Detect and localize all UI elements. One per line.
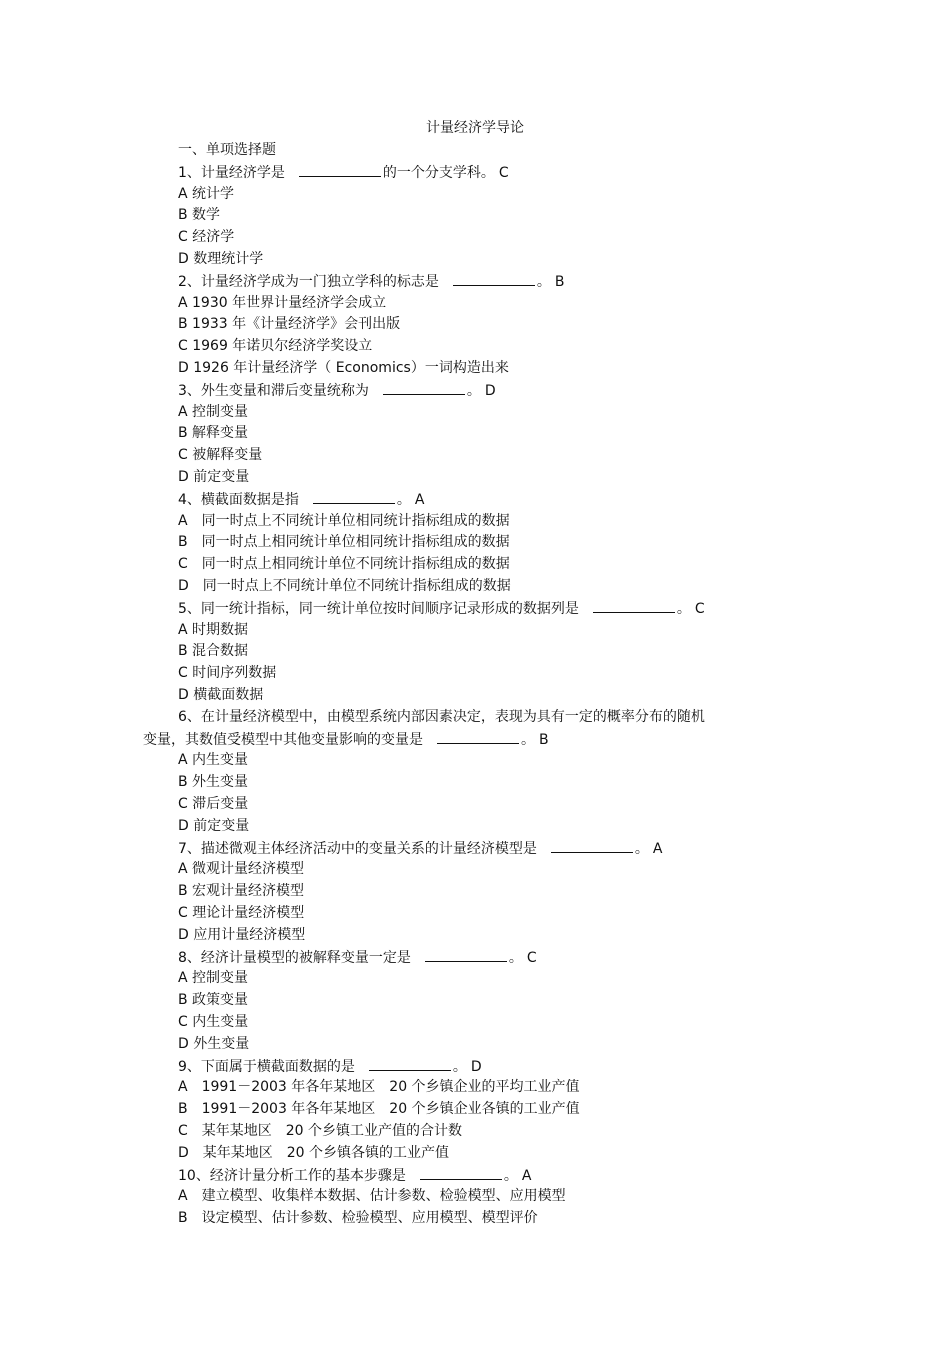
- answer-key: B: [539, 731, 549, 748]
- question-stem: [178, 162, 509, 183]
- option-item: B 1991－2003 年各年某地区 20 个乡镇企业各镇的工业产值: [178, 1101, 580, 1118]
- question-tail: 。: [634, 840, 649, 857]
- question-text: 10、经济计量分析工作的基本步骤是: [178, 1167, 406, 1184]
- option-item: A 时期数据: [178, 621, 249, 638]
- option-item: A 1930 年世界计量经济学会成立: [178, 294, 387, 311]
- question-stem: [178, 598, 705, 619]
- answer-blank: [551, 838, 633, 853]
- option-item: A 内生变量: [178, 752, 249, 769]
- answer-blank: [425, 947, 507, 962]
- answer-blank: [369, 1056, 451, 1071]
- question-tail: 。: [521, 731, 535, 748]
- option-item: A 同一时点上不同统计单位相同统计指标组成的数据: [178, 512, 510, 529]
- option-item: C 同一时点上相同统计单位不同统计指标组成的数据: [178, 556, 510, 573]
- question-stem: [178, 1165, 531, 1186]
- question-tail: 。: [466, 382, 481, 399]
- question-stem: [178, 1056, 482, 1077]
- option-item: B 同一时点上相同统计单位相同统计指标组成的数据: [178, 534, 510, 551]
- option-item: B 政策变量: [178, 992, 249, 1009]
- answer-key: C: [498, 164, 509, 181]
- option-item: D 外生变量: [178, 1035, 250, 1052]
- option-item: C 某年某地区 20 个乡镇工业产值的合计数: [178, 1123, 463, 1139]
- answer-blank: [383, 380, 465, 395]
- question-text: 6、在计量经济模型中，由模型系统内部因素决定，表现为具有一定的概率分布的随机: [178, 708, 705, 725]
- answer-key: D: [484, 382, 496, 399]
- question-tail: 。: [536, 273, 551, 290]
- option-item: D 数理统计学: [178, 251, 264, 267]
- question-text: 2、计量经济学成为一门独立学科的标志是: [178, 273, 439, 290]
- answer-blank: [453, 271, 535, 286]
- option-item: D 同一时点上不同统计单位不同统计指标组成的数据: [178, 578, 511, 594]
- option-item: D 应用计量经济模型: [178, 926, 306, 943]
- option-item: B 设定模型、估计参数、检验模型、应用模型、模型评价: [178, 1210, 538, 1227]
- option-item: B 宏观计量经济模型: [178, 883, 305, 900]
- option-item: B 外生变量: [178, 774, 249, 791]
- question-text: 9、下面属于横截面数据的是: [178, 1058, 355, 1075]
- question-stem: [178, 380, 496, 401]
- option-item: C 时间序列数据: [178, 665, 277, 682]
- question-stem-continued: [143, 729, 549, 750]
- question-tail: 的一个分支学科。: [382, 164, 495, 181]
- question-text: 8、经济计量模型的被解释变量一定是: [178, 949, 411, 966]
- option-item: A 统计学: [178, 185, 235, 202]
- answer-key: C: [526, 949, 537, 966]
- answer-key: C: [694, 600, 705, 617]
- question-text: 变量，其数值受模型中其他变量影响的变量是: [143, 731, 423, 748]
- answer-blank: [420, 1165, 502, 1180]
- question-text: 1、计量经济学是: [178, 164, 285, 181]
- question-stem: [178, 489, 425, 510]
- answer-key: A: [414, 491, 425, 508]
- option-item: C 滞后变量: [178, 796, 249, 812]
- question-text: 3、外生变量和滞后变量统称为: [178, 382, 369, 399]
- question-stem: [178, 271, 565, 292]
- answer-key: D: [470, 1058, 482, 1075]
- question-tail: 。: [396, 491, 411, 508]
- option-item: D 横截面数据: [178, 687, 264, 703]
- question-tail: 。: [676, 600, 691, 617]
- answer-blank: [437, 729, 519, 744]
- option-item: B 解释变量: [178, 425, 249, 442]
- answer-key: A: [521, 1167, 532, 1184]
- option-item: C 经济学: [178, 229, 235, 246]
- answer-blank: [299, 162, 381, 177]
- option-item: D 某年某地区 20 个乡镇各镇的工业产值: [178, 1144, 450, 1161]
- option-item: A 建立模型、收集样本数据、估计参数、检验模型、应用模型: [178, 1188, 566, 1205]
- question-text: 4、横截面数据是指: [178, 491, 299, 508]
- question-text: 7、描述微观主体经济活动中的变量关系的计量经济模型是: [178, 840, 537, 857]
- answer-key: B: [554, 273, 565, 290]
- question-tail: 。: [452, 1058, 467, 1075]
- answer-blank: [593, 598, 675, 613]
- answer-blank: [313, 489, 395, 504]
- question-stem: [178, 838, 662, 859]
- option-item: B 数学: [178, 207, 221, 224]
- option-item: C 被解释变量: [178, 447, 263, 464]
- option-item: B 混合数据: [178, 643, 249, 660]
- section-heading: 一、单项选择题: [178, 142, 276, 158]
- option-item: C 1969 年诺贝尔经济学奖设立: [178, 338, 373, 355]
- option-item: D 1926 年计量经济学（ Economics）一词构造出来: [178, 360, 509, 376]
- option-item: A 微观计量经济模型: [178, 861, 305, 878]
- option-item: A 1991－2003 年各年某地区 20 个乡镇企业的平均工业产值: [178, 1079, 580, 1096]
- option-item: D 前定变量: [178, 817, 250, 834]
- question-text: 5、同一统计指标，同一统计单位按时间顺序记录形成的数据列是: [178, 600, 579, 617]
- question-tail: 。: [503, 1167, 518, 1184]
- option-item: B 1933 年《计量经济学》会刊出版: [178, 316, 401, 333]
- page-title: 计量经济学导论: [426, 120, 524, 136]
- question-stem: [178, 947, 537, 968]
- answer-key: A: [652, 840, 663, 857]
- option-item: C 理论计量经济模型: [178, 905, 305, 921]
- question-tail: 。: [508, 949, 523, 966]
- option-item: A 控制变量: [178, 970, 249, 987]
- option-item: A 控制变量: [178, 403, 249, 420]
- question-stem: [178, 707, 705, 727]
- option-item: C 内生变量: [178, 1014, 249, 1030]
- option-item: D 前定变量: [178, 469, 250, 485]
